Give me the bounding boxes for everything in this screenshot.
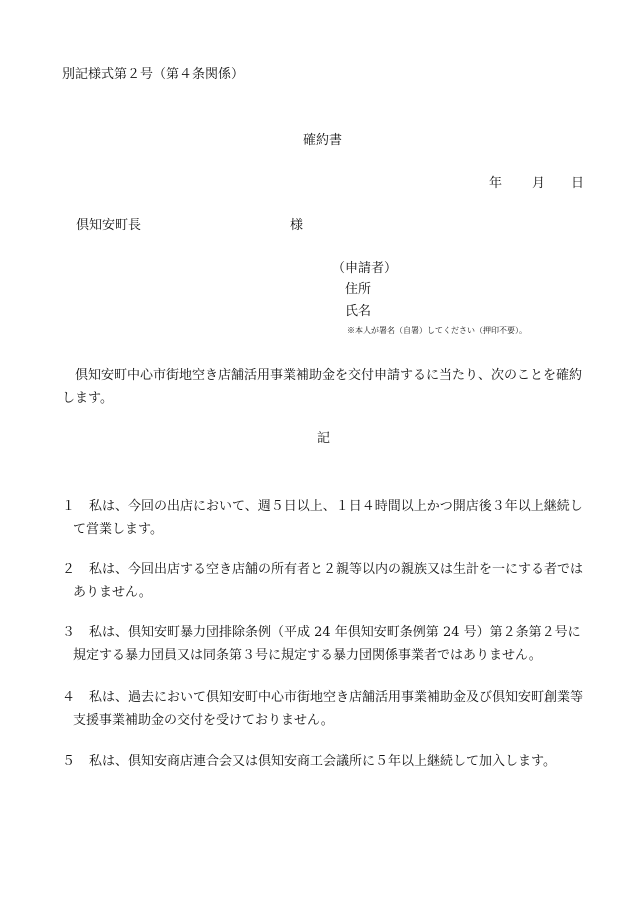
date-month: 月 (532, 176, 546, 191)
item-number: ５ (62, 754, 76, 769)
list-item (62, 495, 593, 541)
form-number: 別記様式第２号（第４条関係） (62, 67, 245, 82)
list-item (62, 558, 593, 604)
date-year: 年 (489, 176, 503, 191)
item-number: １ (62, 499, 76, 514)
item-text: 私は、倶知安商店連合会又は倶知安商工会議所に５年以上継続して加入します。 (89, 754, 556, 769)
document-title: 確約書 (303, 133, 343, 148)
date-day: 日 (571, 176, 585, 191)
list-item (62, 686, 593, 732)
item-number: ４ (62, 690, 76, 705)
item-text: 私は、倶知安町暴力団排除条例（平成 24 年倶知安町条例第 24 号）第２条第２号に規定する暴力団員又は同条第３号に規定する暴力団関係事業者ではありません。 (73, 625, 581, 663)
item-text: 私は、過去において倶知安町中心市街地空き店舗活用事業補助金及び倶知安町創業等支援事業補助金の交付を受けておりません。 (73, 690, 584, 728)
intro-paragraph: 倶知安町中心市街地空き店舗活用事業補助金を交付申請するに当たり、次のことを確約します。 (62, 368, 583, 406)
item-number: ２ (62, 562, 76, 577)
item-number: ３ (62, 625, 76, 640)
signature-note: ※本人が署名（自署）してください（押印不要）。 (347, 326, 527, 335)
applicant-label: （申請者） (332, 261, 398, 276)
ki-heading: 記 (317, 431, 331, 446)
name-label: 氏名 (345, 304, 372, 319)
list-item (62, 621, 593, 667)
list-item (62, 750, 593, 773)
address-label: 住所 (345, 282, 372, 297)
addressee-honorific: 様 (290, 218, 304, 233)
addressee-name: 倶知安町長 (76, 218, 142, 233)
item-text: 私は、今回の出店において、週５日以上、１日４時間以上かつ開店後３年以上継続して営業します。 (73, 499, 583, 537)
item-text: 私は、今回出店する空き店舗の所有者と２親等以内の親族又は生計を一にする者ではありません。 (73, 562, 584, 600)
